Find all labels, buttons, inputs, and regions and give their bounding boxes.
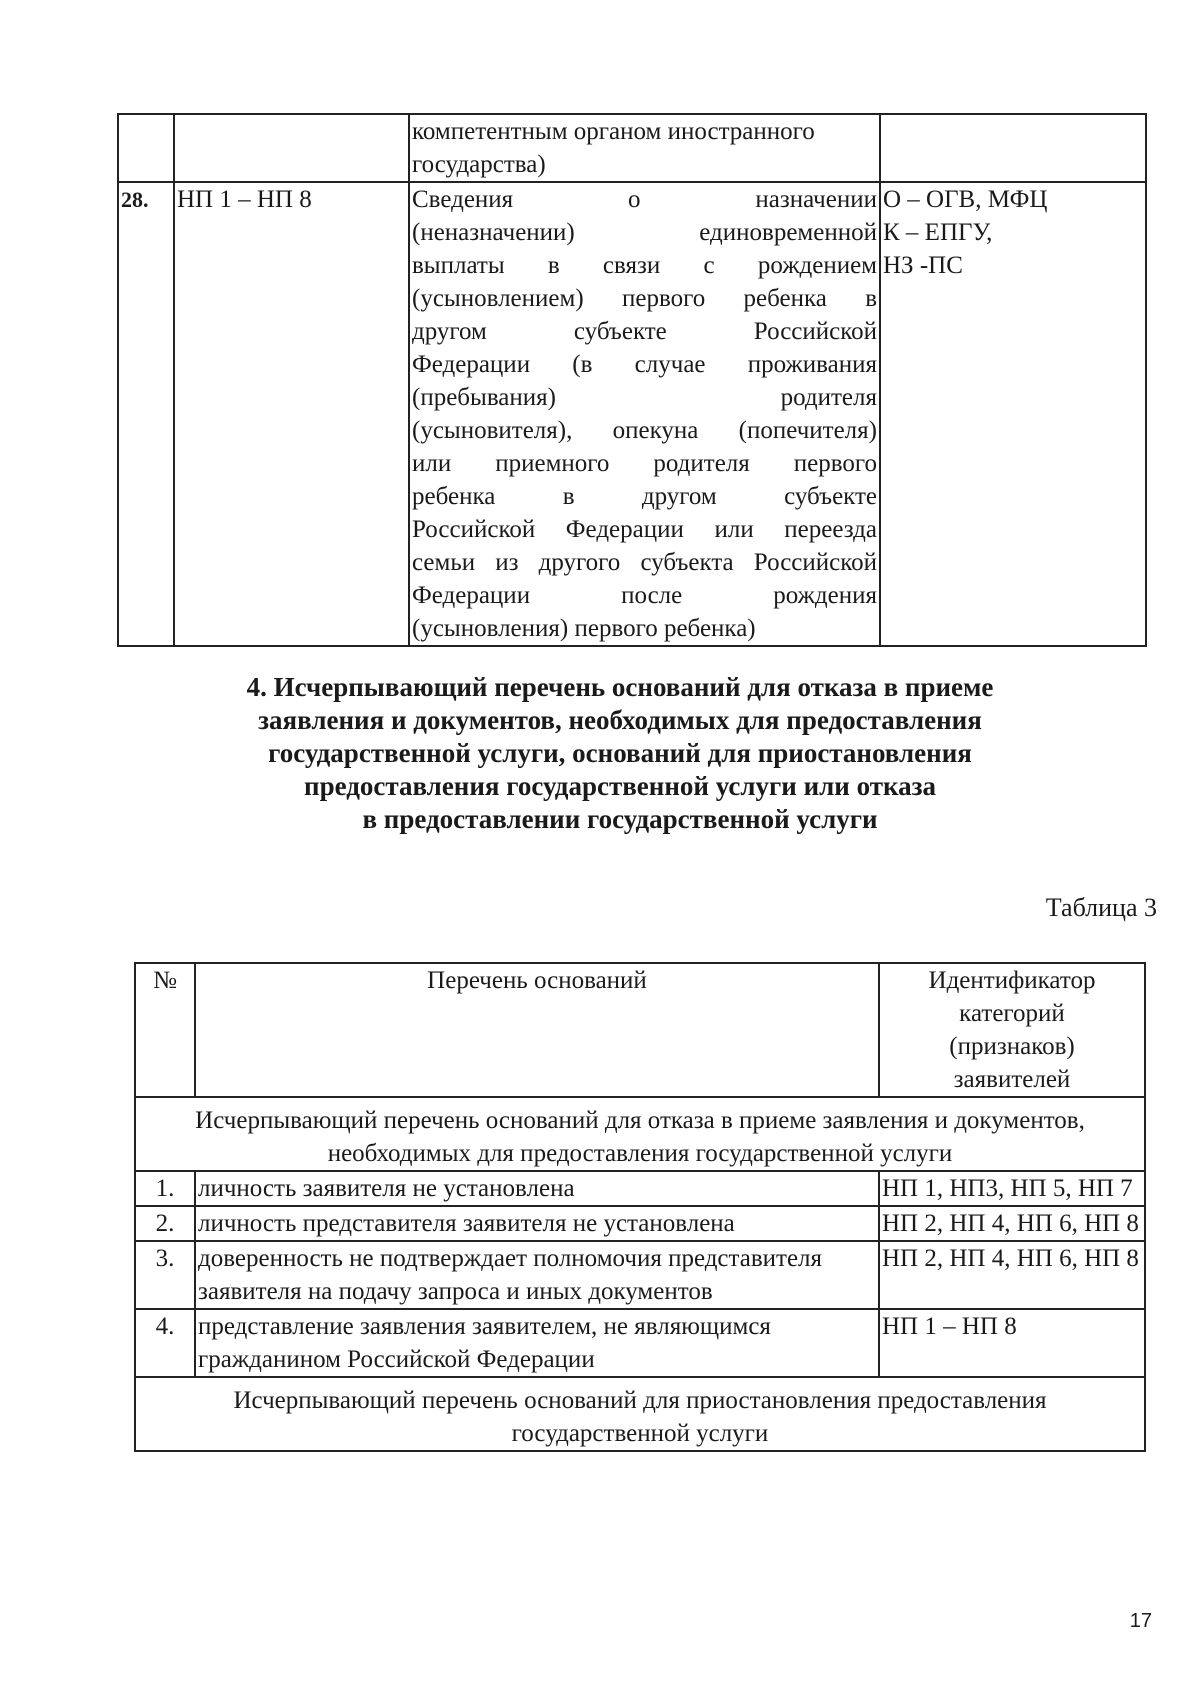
description-line: (пребывания) родителя (412, 384, 877, 411)
row-text: личность заявителя не установлена (195, 1171, 879, 1206)
description-line: другом субъекте Российской (412, 318, 877, 345)
row-number: 1. (135, 1171, 195, 1206)
description-line: Федерации после рождения (412, 582, 877, 609)
description-line: ребенка в другом субъекте (412, 483, 877, 510)
header-identifier (879, 963, 1145, 1097)
table-row (118, 114, 1146, 182)
channels-cell (880, 114, 1146, 182)
table-row (118, 182, 1146, 646)
row-number: 3. (135, 1241, 195, 1309)
table-header-row (135, 963, 1145, 1097)
description-line: выплаты в связи с рождением (412, 252, 877, 279)
description-line: Федерации (в случае проживания (412, 351, 877, 378)
continuation-table (117, 113, 1147, 647)
table-row (135, 1171, 1145, 1206)
header-list: Перечень оснований (195, 963, 879, 1097)
row-identifiers: НП 1, НП3, НП 5, НП 7 (879, 1171, 1145, 1206)
header-number: № (135, 963, 195, 1097)
channels-cell (880, 182, 1146, 646)
row-text: представление заявления заявителем, не являющимся гражданином Российской Федерации (195, 1309, 879, 1377)
heading-line: предоставления государственной услуги или отказа (304, 771, 936, 801)
description-line: или приемного родителя первого (412, 450, 877, 477)
header-identifier-line: заявителей (953, 1066, 1071, 1093)
heading-line: заявления и документов, необходимых для предоставления (258, 705, 982, 735)
section-row (135, 1377, 1145, 1451)
channel-line: О – ОГВ, МФЦ (883, 186, 1048, 213)
description-line: (усыновителя), опекуна (попечителя) (412, 417, 877, 444)
channel-line: К – ЕПГУ, (883, 219, 993, 246)
grounds-table (134, 962, 1146, 1452)
description-cell (409, 114, 880, 182)
section-heading (150, 671, 1090, 836)
row-number-cell (118, 114, 174, 182)
header-identifier-line: категорий (959, 1000, 1065, 1027)
channel-line: НЗ -ПС (883, 252, 963, 279)
page-number: 17 (1129, 1610, 1152, 1632)
row-number: 4. (135, 1309, 195, 1377)
description-line: (усыновлением) первого ребенка в (412, 285, 877, 312)
row-number-cell: 28. (118, 182, 174, 646)
description-line: Российской Федерации или переезда (412, 516, 877, 543)
section-title: Исчерпывающий перечень оснований для приостановления предоставления государственной услуги (135, 1377, 1145, 1451)
row-identifiers: НП 2, НП 4, НП 6, НП 8 (879, 1206, 1145, 1241)
description-line: (неназначении) единовременной (412, 219, 877, 246)
row-number: 2. (135, 1206, 195, 1241)
table-row (135, 1241, 1145, 1309)
description-cell (409, 182, 880, 646)
description-line: государства) (412, 151, 546, 178)
row-identifiers: НП 2, НП 4, НП 6, НП 8 (879, 1241, 1145, 1309)
codes-cell (174, 114, 409, 182)
heading-line: 4. Исчерпывающий перечень оснований для отказа в приеме (246, 672, 994, 702)
heading-line: государственной услуги, оснований для приостановления (268, 738, 972, 768)
description-line: компетентным органом иностранного (412, 118, 815, 145)
table-caption: Таблица 3 (1045, 893, 1157, 922)
description-line: Сведения о назначении (412, 186, 877, 213)
section-title: Исчерпывающий перечень оснований для отказа в приеме заявления и документов, необходимых для предоставления государственной услуги (135, 1097, 1145, 1171)
codes-cell: НП 1 – НП 8 (174, 182, 409, 646)
description-line: семьи из другого субъекта Российской (412, 549, 877, 576)
section-row (135, 1097, 1145, 1171)
row-identifiers: НП 1 – НП 8 (879, 1309, 1145, 1377)
row-text: доверенность не подтверждает полномочия представителя заявителя на подачу запроса и иных документов (195, 1241, 879, 1309)
heading-line: в предоставлении государственной услуги (362, 804, 878, 834)
row-text: личность представителя заявителя не установлена (195, 1206, 879, 1241)
table-row (135, 1206, 1145, 1241)
header-identifier-line: Идентификатор (928, 967, 1096, 994)
description-line: (усыновления) первого ребенка) (412, 615, 756, 642)
table-row (135, 1309, 1145, 1377)
header-identifier-line: (признаков) (949, 1033, 1075, 1060)
